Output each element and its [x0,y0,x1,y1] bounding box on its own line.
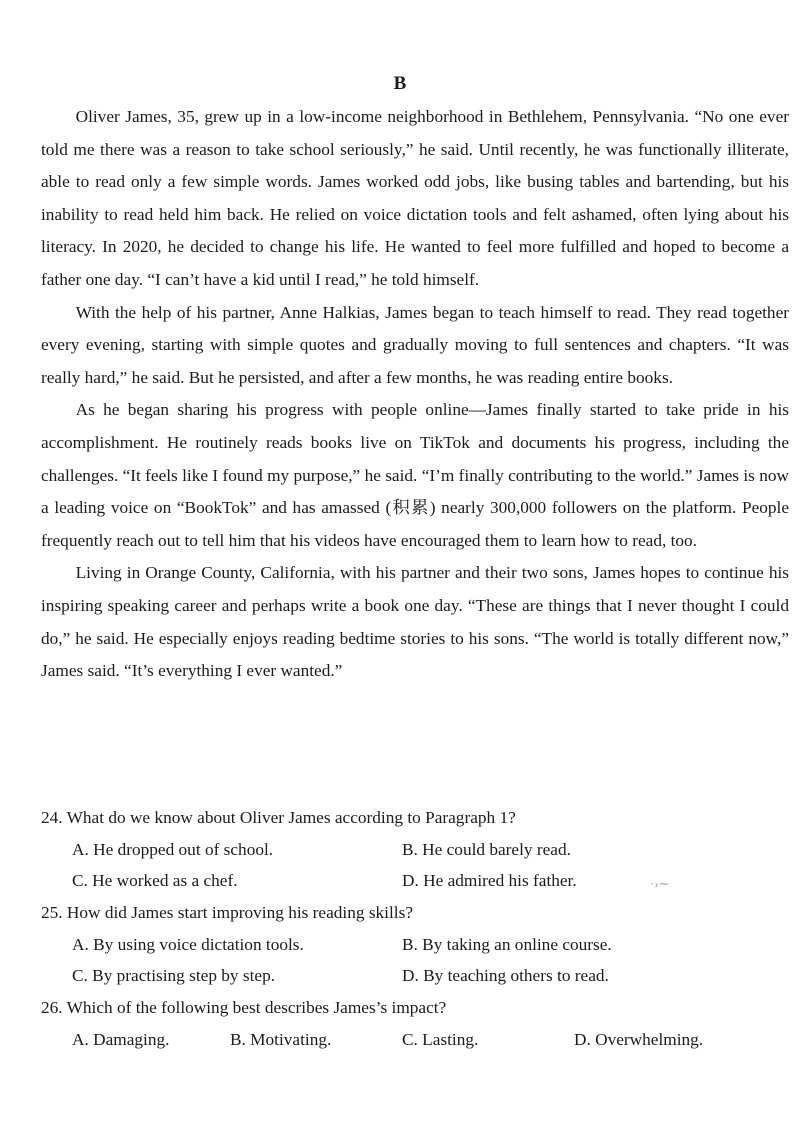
question-25 [41,897,789,992]
question-25-option-d: D. By teaching others to read. [402,966,609,986]
section-title: B [393,73,407,94]
question-25-option-c: C. By practising step by step. [72,966,276,986]
question-24-stem: 24. What do we know about Oliver James according to Paragraph 1? [41,808,516,827]
scan-noise-mark: ·›∼ [650,876,670,891]
question-25-option-a: A. By using voice dictation tools. [72,934,304,954]
question-25-option-b: B. By taking an online course. [402,934,612,954]
question-24-option-a: A. He dropped out of school. [72,839,274,859]
reading-passage [41,101,789,688]
question-25-options-row-2 [41,960,789,992]
question-24-option-b: B. He could barely read. [402,839,571,859]
question-26-options-row [41,1024,789,1056]
question-25-stem: 25. How did James start improving his reading skills? [41,903,413,923]
question-24-option-d: D. He admired his father. [402,871,577,891]
question-24-options-row-1 [41,834,789,866]
question-24 [41,802,789,897]
passage-paragraph-1: Oliver James, 35, grew up in a low-income neighborhood in Bethlehem, Pennsylvania. “No one ever told me there was a reason to take school seriously,” he said. Until recently, he was functionally illiterate, able to read only a few simple words. James worked odd jobs, like busing tables and bartending, but his inability to read held him back. He relied on voice dictation tools and felt ashamed, often lying about his literacy. In 2020, he decided to change his life. He wanted to feel more fulfilled and hoped to become a father one day. “I can’t have a kid until I read,” he told himself. [41,107,789,289]
question-25-options-row-1 [41,929,789,961]
passage-paragraph-4: Living in Orange County, California, with his partner and their two sons, James hopes to continue his inspiring speaking career and perhaps write a book one day. “These are things that I never thought I could do,” he said. He especially enjoys reading bedtime stories to his sons. “The world is totally different now,” James said. “It’s everything I ever wanted.” [41,563,789,681]
question-26-option-b: B. Motivating. [230,1029,332,1049]
question-24-options-row-2 [41,865,789,897]
question-26 [41,992,789,1055]
passage-paragraph-3: As he began sharing his progress with people online—James finally started to take pride in his accomplishment. He routinely reads books live on TikTok and documents his progress, including the challenges. “It feels like I found my purpose,” he said. “I’m finally contributing to the world.” James is now a leading voice on “BookTok” and has amassed (积累) nearly 300,000 followers on the platform. People frequently reach out to tell him that his videos have encouraged them to learn how to read, too. [41,400,789,550]
question-24-option-c: C. He worked as a chef. [72,871,238,891]
question-26-option-a: A. Damaging. [72,1029,170,1049]
passage-paragraph-2: With the help of his partner, Anne Halkias, James began to teach himself to read. They read together every evening, starting with simple quotes and gradually moving to full sentences and chapters. “It was really hard,” he said. But he persisted, and after a few months, he was reading entire books. [41,302,789,387]
question-26-stem: 26. Which of the following best describes James’s impact? [41,998,447,1018]
questions-section [41,802,789,1056]
question-26-option-c: C. Lasting. [402,1029,479,1049]
question-26-option-d: D. Overwhelming. [574,1029,704,1049]
